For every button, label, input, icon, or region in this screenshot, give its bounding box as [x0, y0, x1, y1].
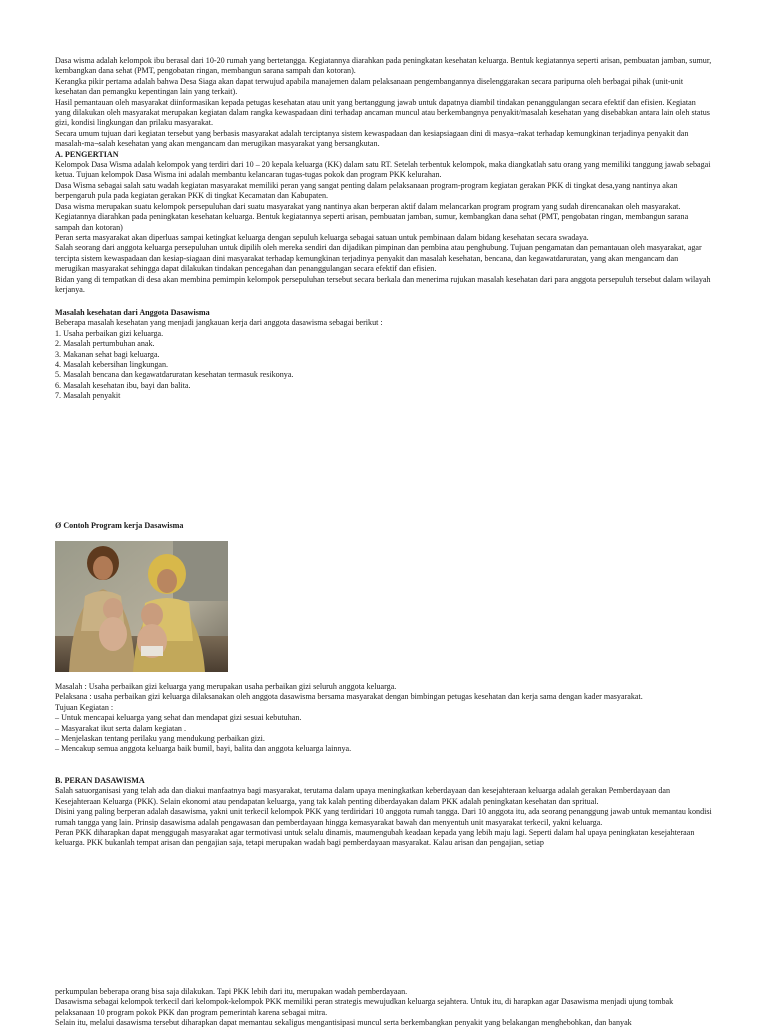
section-a-paragraph: Dasa Wisma sebagai salah satu wadah kegiatan masyarakat memiliki peran yang sangat penting dalam pelaksanaan program-program kegiatan gerakan PKK di tingkat desa,yang nantinya akan berpengaruh pula pada kegiatan gerakan PKK di tingkat Kecamatan dan Kabupaten.: [55, 180, 678, 201]
list-item: 2. Masalah pertumbuhan anak.: [55, 339, 155, 349]
section-a-paragraph: Dasa wisma merupakan suatu kelompok persepuluhan dari suatu masyarakat yang nantinya akan berperan aktif dalam melancarkan program program yang sudah direncanakan oleh masyarakat. Kegiatannya diarahkan pada peningkatan kesehatan keluarga. Bentuk kegiatannya seperti arisan, pembuatan jamban, sumur, kembangkan dana sehat (PMT, pengobatan ringan, membangun sarana sampah dan kotoran): [55, 201, 689, 232]
intro-paragraph: Hasil pemantauan oleh masyarakat diinformasikan kepada petugas kesehatan atau unit yang bertanggung jawab untuk dapatnya diambil tindakan penanggulangan secara efektif dan efisien. Kegiatan yang dilakukan oleh masyarakat merupakan kegiatan dalam rangka kewaspadaan dini terhadap ancaman muncul atau berkembangnya penyakit/masalah kesehatan yang disebabkan antara lain oleh status gizi, kondisi lingkungan dan prilaku masyarakat.: [55, 97, 710, 128]
list-item: 4. Masalah kebersihan lingkungan.: [55, 360, 169, 370]
intro-paragraph: Dasa wisma adalah kelompok ibu berasal dari 10-20 rumah yang bertetangga. Kegiatannya diarahkan pada peningkatan kesehatan keluarga. Bentuk kegiatannya seperti arisan, pembuatan jamban, sumur, kembangkan dana sehat (PMT, pengobatan ringan, membangun sarana sampah dan kotoran).: [55, 56, 712, 76]
continuation-section: [55, 987, 712, 1029]
continuation-paragraph: Selain itu, melalui dasawisma tersebut diharapkan dapat memantau sekaligus mengantisipasi muncul serta berkembangkan penyakit yang belakangan menghebohkan, dan banyak: [55, 1018, 632, 1028]
list-item: – Untuk mencapai keluarga yang sehat dan mendapat gizi sesuai kebutuhan.: [55, 713, 302, 723]
masalah-section: [55, 308, 712, 402]
masalah-list: [55, 329, 712, 402]
masalah-heading: Masalah kesehatan dari Anggota Dasawisma: [55, 308, 210, 317]
photo-women-with-babies: [55, 541, 228, 672]
photo-illustration: [55, 541, 228, 672]
continuation-paragraph: Dasawisma sebagai kelompok terkecil dari kelompok-kelompok PKK memiliki peran strategis mewujudkan keluarga sejahtera. Untuk itu, di harapkan agar Dasawisma menjadi ujung tombak pelaksanaan 10 program pokok PKK dan program pemerintah karena sebagai mitra.: [55, 997, 674, 1017]
section-b-paragraph: Disini yang paling berperan adalah dasawisma, yakni unit terkecil kelompok PKK yang terdiridari 10 anggota rumah tangga. Dari 10 anggota itu, ada seorang penanggung jawab untuk memantau kondisi rumah tangga yang lain. Prinsip dasawisma adalah pengawasan dan pemberdayaan hingga kemasyarakat bawah dan menyentuh unit masyarakat terkecil, yakni keluarga.: [55, 807, 712, 827]
contoh-heading: Ø Contoh Program kerja Dasawisma: [55, 521, 184, 530]
tujuan-list: [55, 713, 712, 755]
continuation-paragraph: perkumpulan beberapa orang bisa saja dilakukan. Tapi PKK lebih dari itu, merupakan wadah pemberdayaan.: [55, 987, 408, 996]
list-item: 6. Masalah kesehatan ibu, bayi dan balita.: [55, 380, 191, 390]
list-item: – Masyarakat ikut serta dalam kegiatan .: [55, 723, 187, 733]
list-item: 3. Makanan sehat bagi keluarga.: [55, 349, 160, 359]
list-item: 5. Masalah bencana dan kegawatdaruratan kesehatan termasuk resikonya.: [55, 370, 294, 380]
list-item: – Mencakup semua anggota keluarga baik bumil, bayi, balita dan anggota keluarga lainnya.: [55, 744, 352, 754]
intro-section: [55, 56, 712, 295]
section-a-heading: A. PENGERTIAN: [55, 149, 119, 159]
list-item: 1. Usaha perbaikan gizi keluarga.: [55, 328, 164, 338]
section-b-paragraph: Salah satuorganisasi yang telah ada dan diakui manfaatnya bagi masyarakat, terutama dalam upaya meningkatkan keberdayaan dan kesejahteraan keluarga adalah gerakan Pemberdayaan dan Kesejahteraan Keluarga (PKK). Selain ekonomi atau pendapatan keluarga, yang tak kalah penting diberdayakan dalam PKK adalah peningkatan kesehatan dan spritual.: [55, 786, 671, 806]
intro-paragraph: Kerangka pikir pertama adalah bahwa Desa Siaga akan dapat terwujud apabila manajemen dalam pelaksanaan pengembangannya diselenggarakan secara paripurna oleh berbagai pihak (unit-unit kesehatan dan pemangku kepentingan lain yang terkait).: [55, 76, 684, 97]
section-a-paragraph: Peran serta masyarakat akan diperluas sampai ketingkat keluarga dengan sepuluh keluarga sebagai satuan untuk pembinaan dalam bidang kesehatan secara swadaya.: [55, 232, 589, 242]
section-a-paragraph: Salah seorang dari anggota keluarga persepuluhan untuk dipilih oleh mereka sendiri dan dijadikan pimpinan dan pembina atau penghubung. Tujuan pengamatan dan pemantauan oleh masyarakat, agar tercipta sistem kewaspadaan dan kesiap-siagaan dini masyarakat terhadap kemungkinan terjadinya penyakit dan masalah kesehatan, bencana, dan kegawatdaruratan, yang akan mengancam dan merugikan masyarakat sehingga dapat dilakukan tindakan pencegahan dan penanggulangan secara efektif dan efisien.: [55, 243, 702, 274]
masalah-intro: Beberapa masalah kesehatan yang menjadi jangkauan kerja dari anggota dasawisma sebagai berikut :: [55, 318, 383, 328]
section-a-paragraph: Kelompok Dasa Wisma adalah kelompok yang terdiri dari 10 – 20 kepala keluarga (KK) dalam satu RT. Setelah terbentuk kelompok, maka diangkatlah satu orang yang memiliki tanggung jawab sebagai ketua. Tujuan kelompok Dasa Wisma ini adalah membantu kelancaran tugas-tugas pokok dan program PKK kelurahan.: [55, 160, 711, 180]
list-item: – Menjelaskan tentang perilaku yang mendukung perbaikan gizi.: [55, 734, 265, 744]
section-b-paragraph: Peran PKK diharapkan dapat menggugah masyarakat agar termotivasi untuk selalu dinamis, maumengubah keadaan kepada yang lebih maju lagi. Seperti dalam hal upaya peningkatan kesejahteraan keluarga. PKK bukanlah tempat arisan dan pengajian saja, tetapi merupakan wadah bagi pemberdayaan masyarakat. Kalau arisan dan pengajian, setiap: [55, 828, 695, 848]
contoh-heading-block: [55, 521, 712, 531]
contoh-pelaksana: Pelaksana : usaha perbaikan gizi keluarga dilaksanakan oleh anggota dasawisma bersama masyarakat dengan bimbingan petugas kesehatan dan kerja sama dengan kader masyarakat.: [55, 692, 643, 702]
contoh-masalah: Masalah : Usaha perbaikan gizi keluarga yang merupakan usaha perbaikan gizi seluruh anggota keluarga.: [55, 682, 397, 691]
intro-paragraph: Secara umum tujuan dari kegiatan tersebut yang berbasis masyarakat adalah terciptanya sistem kewaspadaan dan kesiapsiagaan dini di masya¬rakat terhadap kemungkinan terjadinya penyakit dan masalah-ma¬salah kesehatan yang akan mengancam dan merugikan masyarakat yang bersangkutan.: [55, 128, 689, 149]
section-b-heading: B. PERAN DASAWISMA: [55, 776, 145, 785]
section-a-paragraph: Bidan yang di tempatkan di desa akan membina pemimpin kelompok persepuluhan tersebut secara berkala dan menerima rujukan masalah kesehatan dari para anggota persepuluh tersebut dalam wilayah kerjanya.: [55, 274, 711, 294]
tujuan-label: Tujuan Kegiatan :: [55, 702, 114, 712]
section-b: [55, 776, 712, 849]
contoh-section: [55, 682, 712, 755]
list-item: 7. Masalah penyakit: [55, 391, 121, 401]
